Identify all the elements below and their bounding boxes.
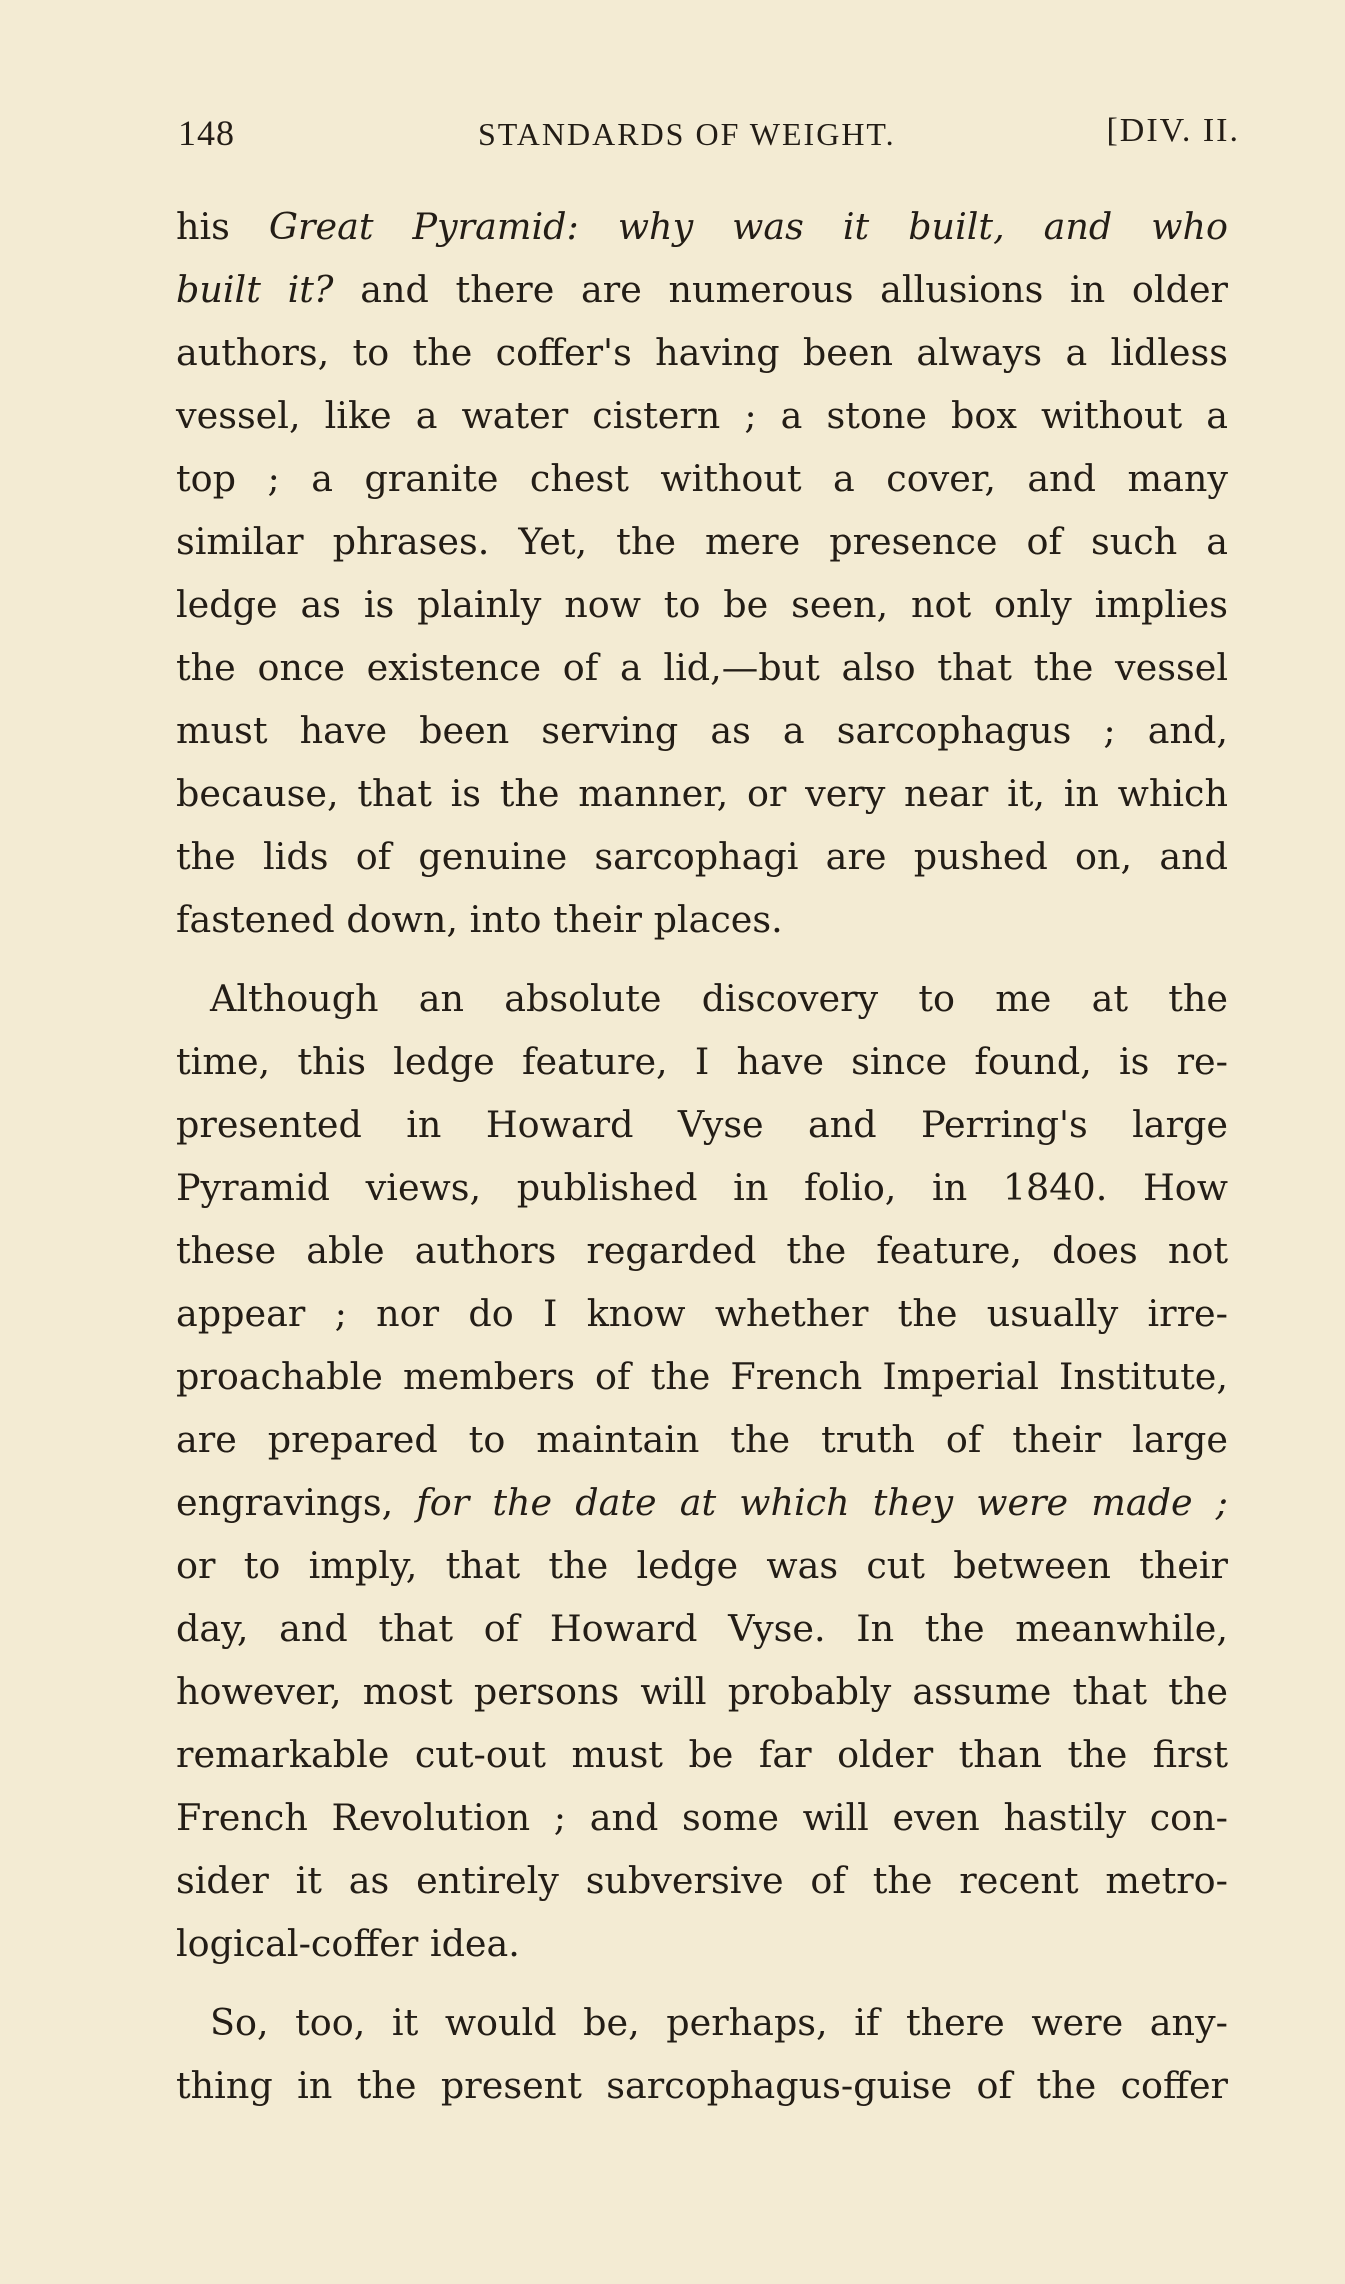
text-run: time, this ledge feature, I have since found, is re-: [176, 1040, 1228, 1083]
text-line: [176, 1786, 1228, 1849]
text-line: [176, 384, 1228, 447]
text-run: So, too, it would be, perhaps, if there were any-: [210, 2001, 1228, 2044]
text-line: [176, 762, 1228, 825]
text-run: remarkable cut-out must be far older than the first: [176, 1733, 1228, 1776]
text-line: [176, 447, 1228, 510]
text-run: thing in the present sarcophagus-guise of the coffer: [176, 2064, 1228, 2107]
running-title: STANDARDS OF WEIGHT.: [478, 116, 896, 152]
text-run: logical-coffer idea.: [176, 1922, 520, 1965]
text-line: [176, 1345, 1228, 1408]
text-line: [176, 1156, 1228, 1219]
text-line: [176, 699, 1228, 762]
text-run: vessel, like a water cistern ; a stone box without a: [176, 394, 1228, 437]
text-line: [176, 1912, 1228, 1975]
paragraph: [176, 1991, 1228, 2117]
italic-text-run: built it?: [176, 268, 334, 311]
text-run: authors, to the coffer's having been always a lidless: [176, 331, 1228, 374]
text-run: French Revolution ; and some will even hastily con-: [176, 1796, 1228, 1839]
text-line: [176, 888, 1228, 951]
text-line: [176, 1471, 1228, 1534]
italic-text-run: for the date at which they were made ;: [416, 1481, 1228, 1524]
text-line: [176, 1534, 1228, 1597]
text-run: Although an absolute discovery to me at the: [210, 977, 1228, 1020]
text-run: Pyramid views, published in folio, in 1840. How: [176, 1166, 1228, 1209]
text-run: because, that is the manner, or very near it, in which: [176, 772, 1228, 815]
text-run: presented in Howard Vyse and Perring's large: [176, 1103, 1228, 1146]
text-run: sider it as entirely subversive of the recent metro-: [176, 1859, 1228, 1902]
text-line: [176, 1660, 1228, 1723]
text-line: [176, 1991, 1228, 2054]
text-line: [176, 1597, 1228, 1660]
text-run: engravings,: [176, 1481, 417, 1524]
text-run: ledge as is plainly now to be seen, not only implies: [176, 583, 1228, 626]
paragraph: [176, 195, 1228, 951]
text-run: day, and that of Howard Vyse. In the meanwhile,: [176, 1607, 1228, 1650]
text-line: [176, 1219, 1228, 1282]
text-line: [176, 967, 1228, 1030]
text-line: [176, 1030, 1228, 1093]
text-run: must have been serving as a sarcophagus ; and,: [176, 709, 1228, 752]
text-line: [176, 1093, 1228, 1156]
text-run: appear ; nor do I know whether the usually irre-: [176, 1292, 1228, 1335]
text-run: these able authors regarded the feature, does not: [176, 1229, 1228, 1272]
text-run: the once existence of a lid,—but also that the vessel: [176, 646, 1228, 689]
text-line: [176, 1282, 1228, 1345]
text-run: fastened down, into their places.: [176, 898, 783, 941]
text-line: [176, 825, 1228, 888]
text-line: [176, 1408, 1228, 1471]
text-line: [176, 573, 1228, 636]
division-marker: [DIV. II.: [1106, 112, 1240, 149]
text-line: [176, 195, 1228, 258]
text-run: similar phrases. Yet, the mere presence of such a: [176, 520, 1228, 563]
paragraph: [176, 967, 1228, 1975]
page-number: 148: [178, 113, 235, 153]
text-run: or to imply, that the ledge was cut between their: [176, 1544, 1228, 1587]
text-run: the lids of genuine sarcophagi are pushed on, and: [176, 835, 1228, 878]
text-line: [176, 1849, 1228, 1912]
text-line: [176, 1723, 1228, 1786]
text-run: top ; a granite chest without a cover, and many: [176, 457, 1228, 500]
text-run: and there are numerous allusions in older: [333, 268, 1228, 311]
text-run: his: [176, 205, 269, 248]
text-line: [176, 258, 1228, 321]
body-text: [176, 195, 1228, 2117]
text-run: are prepared to maintain the truth of their large: [176, 1418, 1228, 1461]
text-line: [176, 321, 1228, 384]
running-head: [178, 112, 1240, 160]
text-run: however, most persons will probably assume that the: [176, 1670, 1228, 1713]
text-line: [176, 636, 1228, 699]
text-line: [176, 510, 1228, 573]
italic-text-run: Great Pyramid: why was it built, and who: [268, 205, 1228, 248]
text-line: [176, 2054, 1228, 2117]
text-run: proachable members of the French Imperial Institute,: [176, 1355, 1228, 1398]
